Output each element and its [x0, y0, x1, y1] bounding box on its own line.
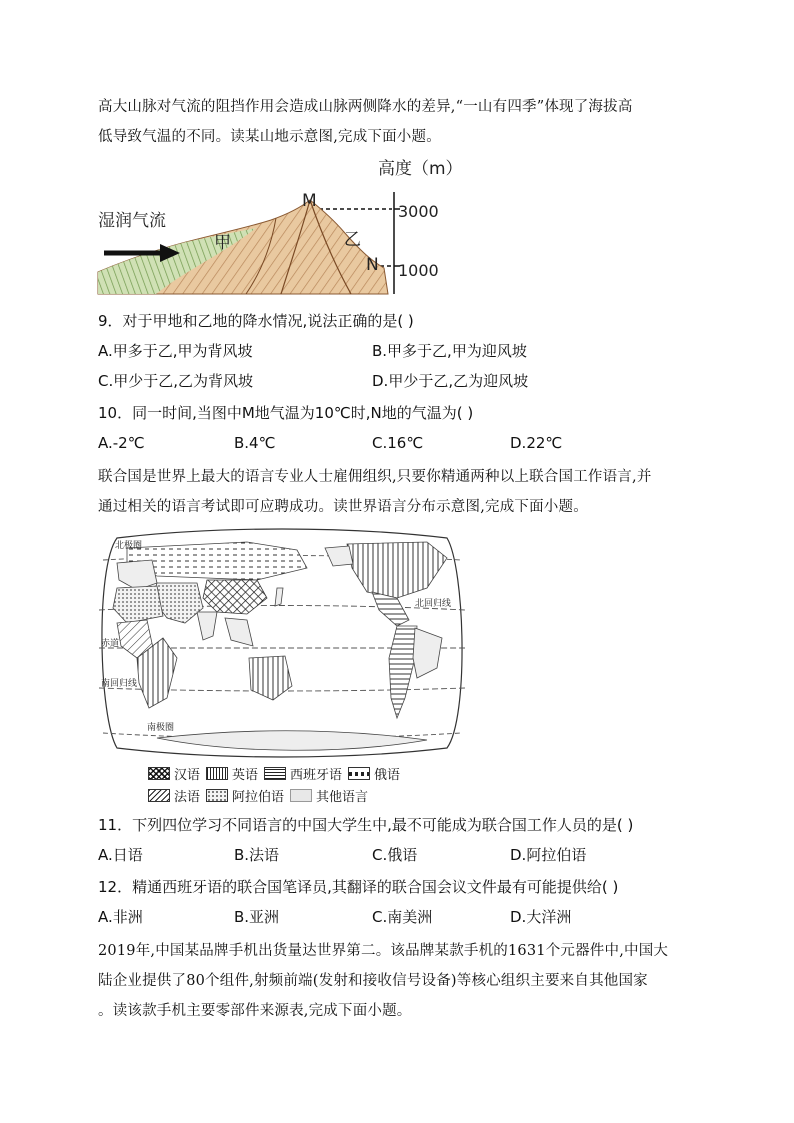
legend-spanish — [264, 764, 342, 783]
arctic-circle-label: 北极圈 — [115, 541, 143, 551]
swatch-spanish — [264, 767, 286, 780]
legend-russian-label: 俄语 — [374, 767, 401, 783]
yi-label: 乙 — [344, 230, 361, 250]
legend-other — [290, 786, 368, 805]
intro-3-line-2: 陆企业提供了80个组件,射频前端(发射和接收信号设备)等核心组织主要来自其他国家 — [98, 973, 648, 989]
intro-3-line-3: 。读该款手机主要零部件来源表,完成下面小题。 — [98, 1003, 412, 1019]
jia-label: 甲 — [214, 233, 231, 253]
swatch-arabic — [206, 789, 228, 802]
swatch-russian — [348, 767, 370, 780]
map-legend — [148, 762, 406, 806]
equator-label: 赤道 — [101, 639, 120, 649]
mountain-diagram — [96, 152, 476, 302]
q12-option-d[interactable]: D.大洋洲 — [510, 908, 572, 926]
tropic-capricorn-label: 南回归线 — [101, 679, 138, 689]
peak-m-label: M — [302, 191, 317, 211]
intro-paragraph-2 — [98, 462, 696, 522]
height-axis-label: 高度（m） — [378, 159, 463, 179]
legend-russian — [348, 764, 400, 783]
q11-option-c[interactable]: C.俄语 — [372, 846, 418, 864]
legend-chinese-label: 汉语 — [174, 767, 201, 783]
intro-paragraph-1 — [98, 92, 696, 152]
q9-option-a[interactable]: A.甲多于乙,甲为背风坡 — [98, 342, 253, 360]
legend-french — [148, 786, 200, 805]
question-9-stem: 9．对于甲地和乙地的降水情况,说法正确的是( ) — [98, 312, 414, 330]
swatch-french — [148, 789, 170, 802]
q11-option-d[interactable]: D.阿拉伯语 — [510, 846, 587, 864]
legend-arabic — [206, 786, 284, 805]
intro-3-line-1: 2019年,中国某品牌手机出货量达世界第二。该品牌某款手机的1631个元器件中,中国大 — [98, 943, 669, 959]
q12-option-c[interactable]: C.南美洲 — [372, 908, 433, 926]
airflow-label: 湿润气流 — [98, 211, 166, 231]
intro-1-line-1: 高大山脉对气流的阻挡作用会造成山脉两侧降水的差异,“一山有四季”体现了海拔高 — [98, 99, 633, 115]
world-language-map — [97, 528, 467, 758]
legend-english — [206, 764, 258, 783]
q10-option-d[interactable]: D.22℃ — [510, 434, 563, 452]
intro-1-line-2: 低导致气温的不同。读某山地示意图,完成下面小题。 — [98, 129, 441, 145]
tick-1000: 1000 — [398, 261, 439, 280]
legend-arabic-label: 阿拉伯语 — [232, 789, 285, 805]
question-12-stem: 12．精通西班牙语的联合国笔译员,其翻译的联合国会议文件最有可能提供给( ) — [98, 878, 619, 896]
q9-option-c[interactable]: C.甲少于乙,乙为背风坡 — [98, 372, 254, 390]
swatch-english — [206, 767, 228, 780]
legend-other-label: 其他语言 — [316, 789, 369, 805]
q12-option-b[interactable]: B.亚洲 — [234, 908, 280, 926]
q10-option-a[interactable]: A.-2℃ — [98, 434, 145, 452]
legend-spanish-label: 西班牙语 — [290, 767, 343, 783]
point-n-label: N — [366, 255, 379, 275]
legend-english-label: 英语 — [232, 767, 259, 783]
legend-chinese — [148, 764, 200, 783]
swatch-chinese — [148, 767, 170, 780]
intro-2-line-2: 通过相关的语言考试即可应聘成功。读世界语言分布示意图,完成下面小题。 — [98, 499, 588, 515]
q10-option-c[interactable]: C.16℃ — [372, 434, 424, 452]
q9-option-d[interactable]: D.甲少于乙,乙为迎风坡 — [372, 372, 529, 390]
tropic-cancer-label: 北回归线 — [415, 599, 452, 609]
legend-french-label: 法语 — [174, 789, 201, 805]
q11-option-b[interactable]: B.法语 — [234, 846, 280, 864]
q12-option-a[interactable]: A.非洲 — [98, 908, 143, 926]
tick-3000: 3000 — [398, 202, 439, 221]
q11-option-a[interactable]: A.日语 — [98, 846, 143, 864]
q9-option-b[interactable]: B.甲多于乙,甲为迎风坡 — [372, 342, 527, 360]
intro-2-line-1: 联合国是世界上最大的语言专业人士雇佣组织,只要你精通两种以上联合国工作语言,并 — [98, 469, 652, 485]
intro-paragraph-3 — [98, 936, 696, 1026]
question-10-stem: 10．同一时间,当图中M地气温为10℃时,N地的气温为( ) — [98, 404, 474, 422]
swatch-other — [290, 789, 312, 802]
question-11-stem: 11．下列四位学习不同语言的中国大学生中,最不可能成为联合国工作人员的是( ) — [98, 816, 634, 834]
q10-option-b[interactable]: B.4℃ — [234, 434, 276, 452]
antarctic-circle-label: 南极圈 — [147, 723, 175, 733]
